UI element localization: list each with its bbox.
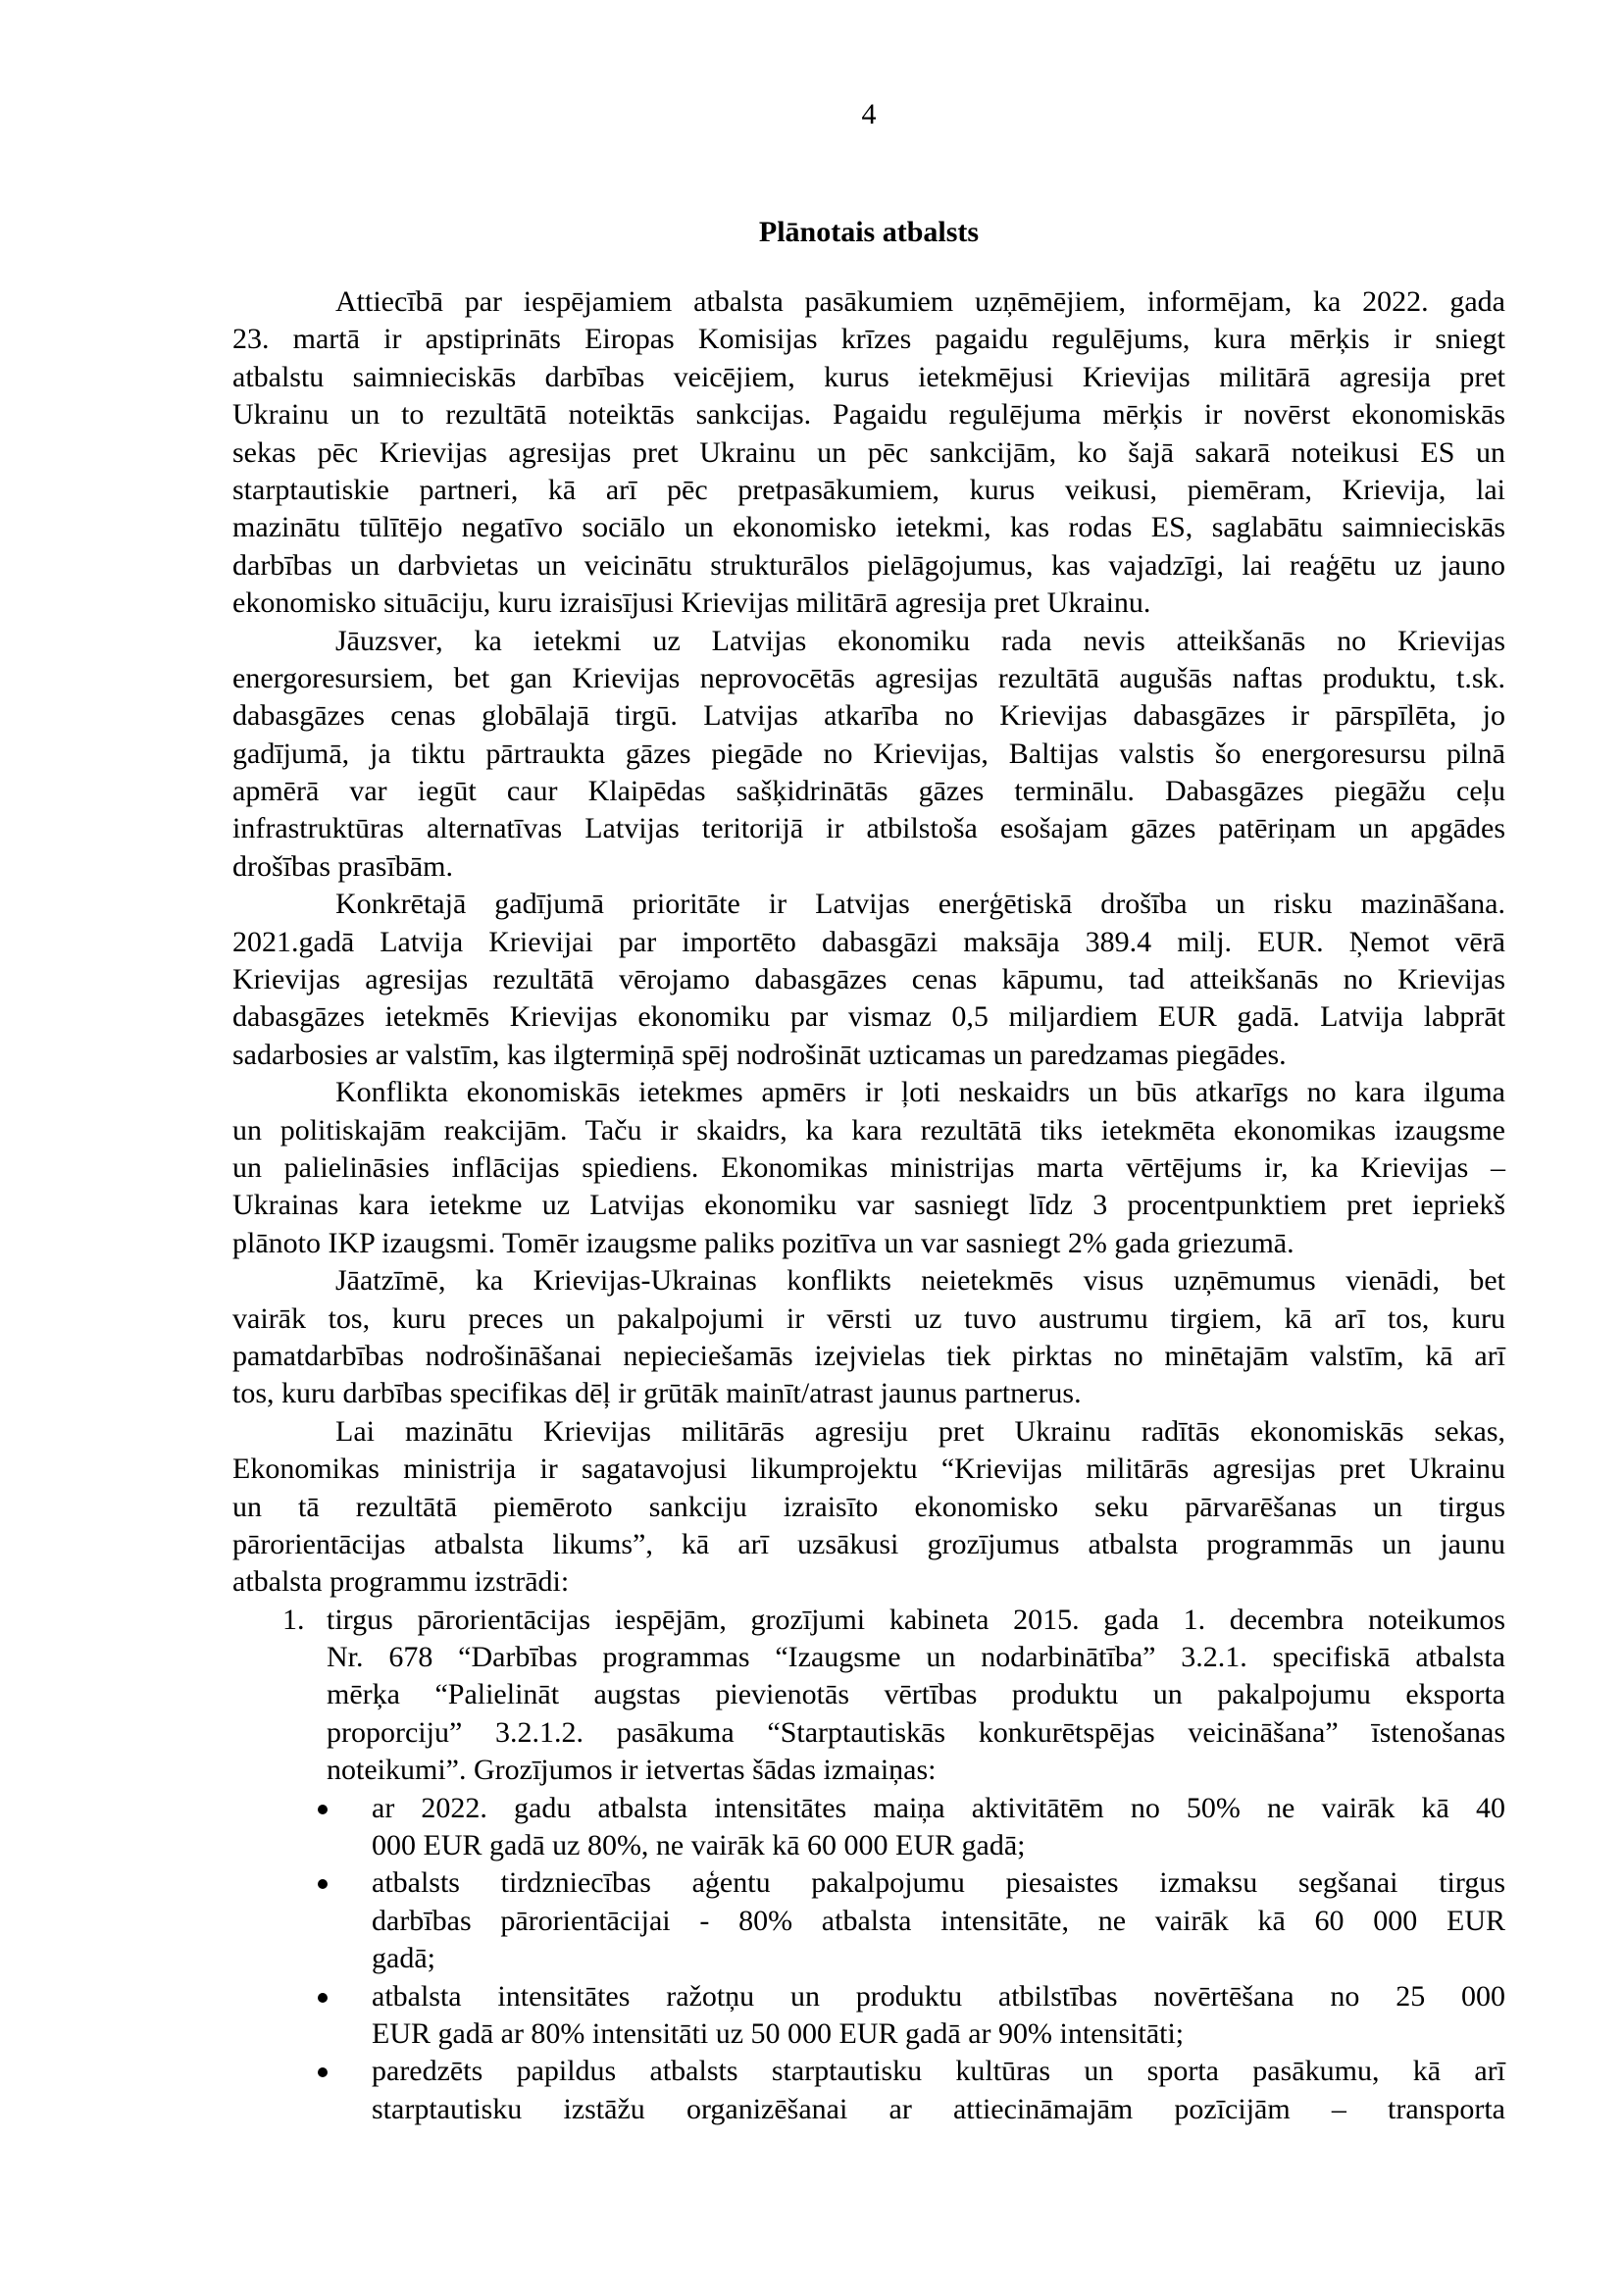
bullet-icon [318, 1805, 328, 1814]
bullet-text [372, 2053, 1505, 2128]
text-line: un palielināsies inflācijas spiediens. Ekonomikas ministrijas marta vērtējums ir, ka Krievijas – [232, 1150, 1505, 1184]
text-line: infrastruktūras alternatīvas Latvijas teritorijā ir atbilstoša esošajam gāzes patēriņam un apgādes [232, 812, 1505, 845]
text-line: 000 EUR gadā uz 80%, ne vairāk kā 60 000 EUR gadā; [372, 1829, 1026, 1862]
text-line: 23. martā ir apstiprināts Eiropas Komisijas krīzes pagaidu regulējums, kura mērķis ir sniegt [232, 323, 1505, 356]
text-line: Krievijas agresijas rezultātā vērojamo dabasgāzes cenas kāpumu, tad atteikšanās no Krievijas [232, 963, 1505, 996]
list-number: 1. [282, 1603, 305, 1636]
bullet-list [328, 1790, 1505, 2129]
paragraph [232, 1074, 1505, 1262]
text-line: plānoto IKP izaugsmi. Tomēr izaugsme paliks pozitīva un var sasniegt 2% gada griezumā. [232, 1226, 1294, 1259]
text-line: un politiskajām reakcijām. Taču ir skaidrs, ka kara rezultātā tiks ietekmēta ekonomikas izaugsme [232, 1113, 1505, 1147]
text-line: sadarbosies ar valstīm, kas ilgtermiņā spēj nodrošināt uzticamas un paredzamas piegādes. [232, 1038, 1287, 1071]
paragraph [232, 623, 1505, 887]
numbered-list-item [232, 1602, 1505, 1790]
text-line: atbalsta programmu izstrādi: [232, 1565, 570, 1599]
text-line: Ekonomikas ministrija ir sagatavojusi likumprojektu “Krievijas militārās agresijas pret Ukrainu [232, 1453, 1505, 1486]
text-line: Ukrainas kara ietekme uz Latvijas ekonomiku var sasniegt līdz 3 procentpunktiem pret iepriekš [232, 1189, 1505, 1222]
bullet-item [328, 1978, 1505, 2054]
section-title: Plānotais atbalsts [758, 216, 980, 248]
text-line: Jāatzīmē, ka Krievijas-Ukrainas konflikts neietekmēs visus uzņēmumus vienādi, bet [335, 1264, 1505, 1298]
text-line: atbalsts tirdzniecības aģentu pakalpojumu piesaistes izmaksu segšanai tirgus [372, 1866, 1505, 1900]
text-line: un tā rezultātā piemēroto sankciju izraisīto ekonomisko seku pārvarēšanas un tirgus [232, 1490, 1505, 1523]
bullet-item [328, 2053, 1505, 2128]
text-line: dabasgāzes cenas globālajā tirgū. Latvijas atkarība no Krievijas dabasgāzes ir pārspīlēta, jo [232, 699, 1505, 733]
bullet-text [372, 1864, 1505, 1977]
text-line: darbības un darbvietas un veicinātu strukturālos pielāgojumus, kas vajadzīgi, lai reaģētu uz jauno [232, 548, 1505, 582]
bullet-item [328, 1790, 1505, 1865]
text-line: drošības prasībām. [232, 849, 453, 883]
text-line: sekas pēc Krievijas agresijas pret Ukrainu un pēc sankcijām, ko šajā sakarā noteikusi ES un [232, 435, 1505, 469]
text-line: noteikumi”. Grozījumos ir ietvertas šādas izmaiņas: [327, 1754, 937, 1787]
bullet-icon [318, 2067, 328, 2077]
paragraph [232, 283, 1505, 623]
paragraph [232, 886, 1505, 1074]
text-line: Attiecībā par iespējamiem atbalsta pasākumiem uzņēmējiem, informējam, ka 2022. gada [335, 285, 1505, 318]
text-line: paredzēts papildus atbalsts starptautisku kultūras un sporta pasākumu, kā arī [372, 2055, 1505, 2088]
text-line: Ukrainu un to rezultātā noteiktās sankcijas. Pagaidu regulējuma mērķis ir novērst ekonomiskās [232, 398, 1505, 432]
text-line: vairāk tos, kuru preces un pakalpojumi ir vērsti uz tuvo austrumu tirgiem, kā arī tos, kuru [232, 1301, 1505, 1335]
text-line: Konkrētajā gadījumā prioritāte ir Latvijas enerģētiskā drošība un risku mazināšana. [335, 888, 1505, 921]
text-line: starptautisku izstāžu organizēšanai ar attiecināmajām pozīcijām – transporta [372, 2092, 1505, 2125]
bullet-item [328, 1864, 1505, 1977]
list-item-text [327, 1602, 1505, 1790]
text-line: starptautiskie partneri, kā arī pēc pretpasākumiem, kurus veikusi, piemēram, Krievija, lai [232, 473, 1505, 506]
paragraph [232, 1262, 1505, 1413]
text-line: mazinātu tūlītējo negatīvo sociālo un ekonomisko ietekmi, kas rodas ES, saglabātu saimnieciskās [232, 511, 1505, 544]
text-line: EUR gadā ar 80% intensitāti uz 50 000 EUR gadā ar 90% intensitāti; [372, 2016, 1185, 2050]
text-line: atbalstu saimnieciskās darbības veicējiem, kurus ietekmējusi Krievijas militārā agresija pret [232, 360, 1505, 393]
bullet-icon [318, 1879, 328, 1889]
bullet-text [372, 1790, 1505, 1865]
text-line: apmērā var iegūt caur Klaipēdas sašķidrinātās gāzes terminālu. Dabasgāzes piegāžu ceļu [232, 775, 1505, 808]
text-line: mērķa “Palielināt augstas pievienotās vērtības produktu un pakalpojumu eksporta [327, 1678, 1505, 1711]
bullet-icon [318, 1993, 328, 2003]
text-line: Nr. 678 “Darbības programmas “Izaugsme un nodarbinātība” 3.2.1. specifiskā atbalsta [327, 1641, 1505, 1674]
text-line: atbalsta intensitātes ražotņu un produktu atbilstības novērtēšana no 25 000 [372, 1979, 1505, 2013]
page-number: 4 [861, 98, 877, 130]
text-line: 2021.gadā Latvija Krievijai par importēto dabasgāzi maksāja 389.4 milj. EUR. Ņemot vērā [232, 925, 1505, 958]
text-line: Konflikta ekonomiskās ietekmes apmērs ir ļoti neskaidrs un būs atkarīgs no kara ilguma [335, 1076, 1505, 1109]
text-line: proporciju” 3.2.1.2. pasākuma “Starptautiskās konkurētspējas veicināšana” īstenošanas [327, 1715, 1505, 1749]
text-line: darbības pārorientācijai - 80% atbalsta intensitāte, ne vairāk kā 60 000 EUR [372, 1904, 1505, 1937]
text-line: tos, kuru darbības specifikas dēļ ir grūtāk mainīt/atrast jaunus partnerus. [232, 1377, 1082, 1410]
text-line: pamatdarbības nodrošināšanai nepieciešamās izejvielas tiek pirktas no minētajām valstīm, kā arī [232, 1339, 1505, 1372]
text-line: gadījumā, ja tiktu pārtraukta gāzes piegāde no Krievijas, Baltijas valstis šo energoresursu pilnā [232, 737, 1505, 770]
text-line: Jāuzsver, ka ietekmi uz Latvijas ekonomiku rada nevis atteikšanās no Krievijas [335, 624, 1505, 657]
text-line: gadā; [372, 1942, 435, 1975]
text-line: ar 2022. gadu atbalsta intensitātes maiņa aktivitātēm no 50% ne vairāk kā 40 [372, 1791, 1505, 1824]
text-line: pārorientācijas atbalsta likums”, kā arī uzsākusi grozījumus atbalsta programmās un jaunu [232, 1527, 1505, 1560]
text-line: energoresursiem, bet gan Krievijas neprovocētās agresijas rezultātā augušās naftas produktu, t.sk. [232, 661, 1505, 694]
text-line: dabasgāzes ietekmēs Krievijas ekonomiku par vismaz 0,5 miljardiem EUR gadā. Latvija labprāt [232, 1000, 1505, 1034]
text-line: ekonomisko situāciju, kuru izraisījusi Krievijas militārā agresija pret Ukrainu. [232, 586, 1151, 620]
document-body [232, 283, 1505, 2128]
text-line: Lai mazinātu Krievijas militārās agresiju pret Ukrainu radītās ekonomiskās sekas, [335, 1414, 1505, 1448]
paragraph [232, 1413, 1505, 1602]
text-line: tirgus pārorientācijas iespējām, grozījumi kabineta 2015. gada 1. decembra noteikumos [327, 1603, 1505, 1636]
bullet-text [372, 1978, 1505, 2054]
